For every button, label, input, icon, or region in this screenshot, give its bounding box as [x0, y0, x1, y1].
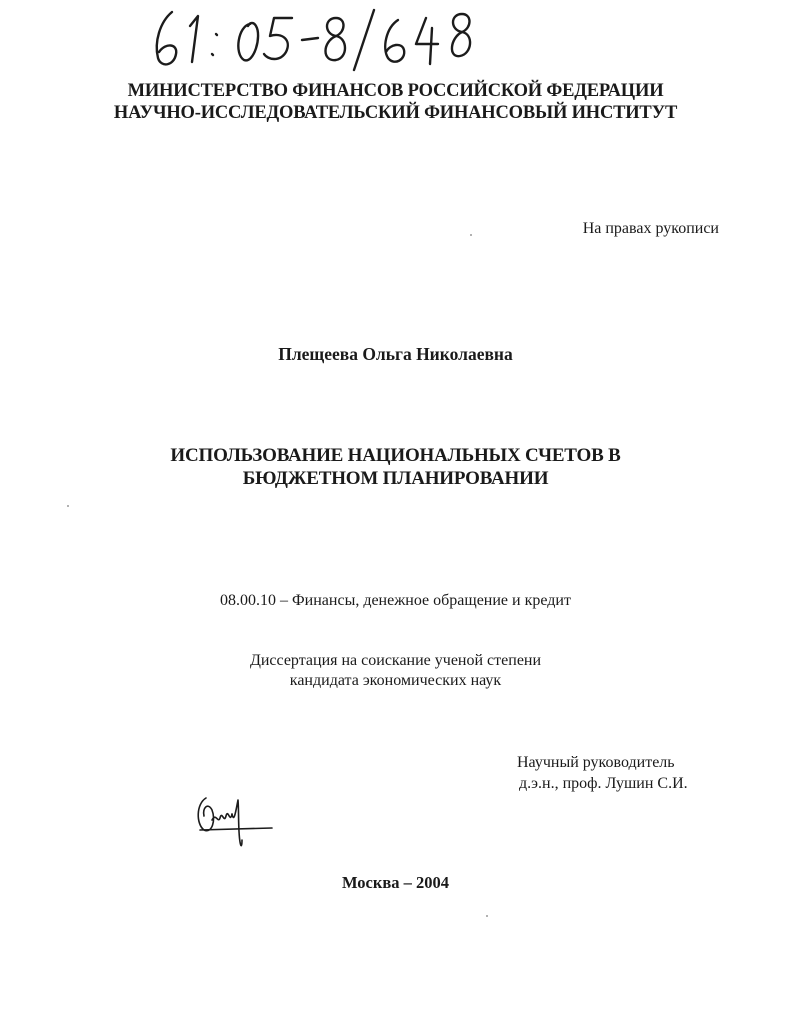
author-signature — [192, 790, 274, 852]
specialty-code: 08.00.10 – Финансы, денежное обращение и кредит — [220, 592, 571, 609]
title-line-1: ИСПОЛЬЗОВАНИЕ НАЦИОНАЛЬНЫХ СЧЕТОВ В — [170, 445, 621, 466]
manuscript-rights-note: На правах рукописи — [582, 220, 719, 237]
scan-speck — [486, 915, 488, 917]
institute-heading: НАУЧНО-ИССЛЕДОВАТЕЛЬСКИЙ ФИНАНСОВЫЙ ИНСТИТУТ — [113, 103, 678, 123]
dissertation-title — [0, 444, 791, 490]
degree-statement — [0, 651, 791, 691]
city-year: Москва – 2004 — [341, 873, 450, 892]
scan-speck — [470, 234, 472, 236]
degree-line-2: кандидата экономических наук — [289, 672, 502, 689]
supervisor-block — [517, 752, 688, 794]
scan-speck — [67, 505, 69, 507]
author-name: Плещеева Ольга Николаевна — [278, 344, 513, 364]
title-line-2: БЮДЖЕТНОМ ПЛАНИРОВАНИИ — [242, 468, 549, 489]
supervisor-name: д.э.н., проф. Лушин С.И. — [519, 775, 688, 792]
handwritten-catalog-code — [150, 4, 480, 72]
ministry-heading: МИНИСТЕРСТВО ФИНАНСОВ РОССИЙСКОЙ ФЕДЕРАЦИИ — [127, 81, 664, 101]
degree-line-1: Диссертация на соискание ученой степени — [249, 652, 542, 669]
supervisor-role: Научный руководитель — [517, 754, 675, 771]
